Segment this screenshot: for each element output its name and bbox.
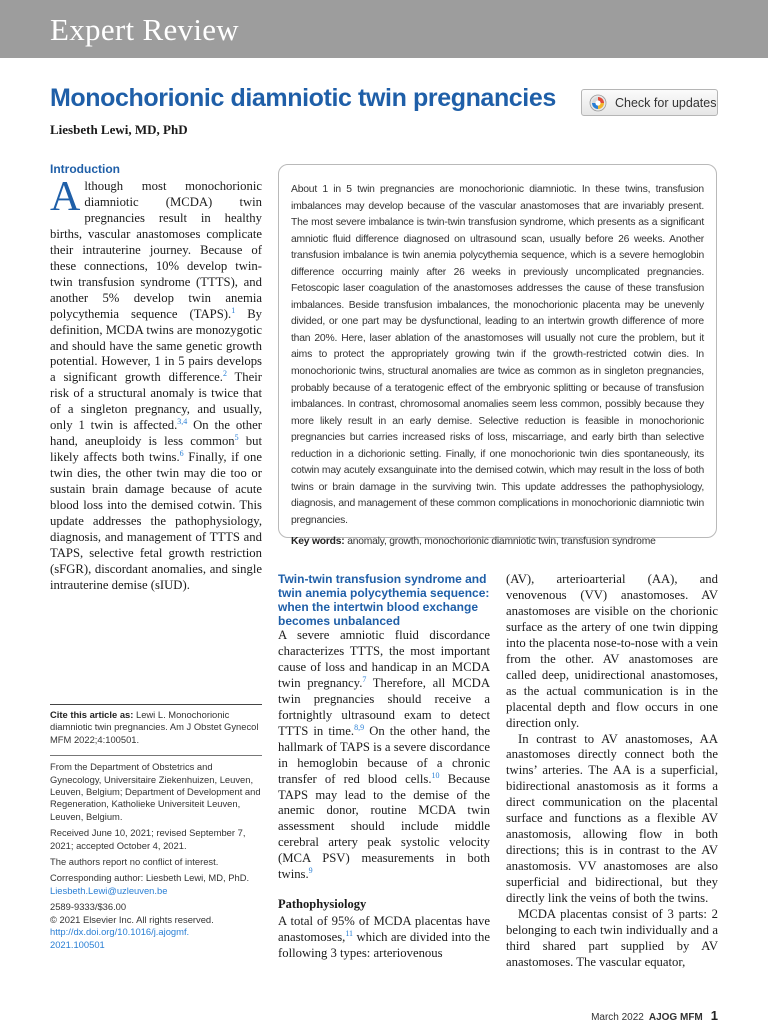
intro-text: On the other hand, aneuploidy is less common	[50, 418, 262, 449]
doi-link[interactable]: http://dx.doi.org/10.1016/j.ajogmf.2021.100501	[50, 926, 190, 950]
introduction-heading: Introduction	[50, 162, 120, 176]
ref-link[interactable]: 7	[362, 674, 367, 684]
corresponding-text: Corresponding author: Liesbeth Lewi, MD, PhD.	[50, 872, 250, 884]
ref-link[interactable]: 1	[231, 305, 236, 315]
affiliation: From the Department of Obstetrics and Gynecology, Universitaire Ziekenhuizen, Leuven, Leuven, Belgium; Department of Development and Regeneration, Katholieke Universiteit Leuven, Leuven, Belgium.	[50, 761, 261, 822]
anastomoses-paragraph-3: MCDA placentas consist of 3 parts: 2 belonging to each twin individually and a third shared part supplied by AV anastomoses. The vascular equator,	[506, 907, 718, 969]
banner-title: Expert Review	[50, 12, 239, 47]
ref-link[interactable]: 8,9	[354, 722, 365, 732]
email-link[interactable]: Liesbeth.Lewi@uzleuven.be	[50, 884, 168, 896]
cite-label: Cite this article as:	[50, 709, 134, 720]
divider	[50, 755, 262, 756]
anastomoses-paragraph-1: (AV), arterioarterial (AA), and venovenous (VV) anastomoses. AV anastomoses are visible on the chorionic surface as the artery of one twin dipping into the placenta nose-to-nose with a vein from the other. AV anastomoses are called deep, unidirectional anastomoses, as the actual communication is in the placental depth and flow occurs in one direction only.	[506, 572, 718, 730]
intro-text: lthough most monochorionic diamniotic (MCDA) twin pregnancies result in healthy births, vascular anastomoses complicate their intrauterine journey. Because of these connections, 10% develop twin-twin transfusion syndrome (TTTS), and another 5% develop twin anemia polycythemia sequence (TAPS).	[50, 179, 262, 321]
ref-link[interactable]: 11	[345, 928, 354, 938]
intro-text: but likely affects both twins.	[50, 434, 263, 465]
body-text: A total of 95% of MCDA placentas have anastomoses,	[278, 914, 490, 945]
copyright: © 2021 Elsevier Inc. All rights reserved.	[50, 913, 214, 925]
ref-link[interactable]: 9	[308, 866, 313, 876]
pathophysiology-heading: Pathophysiology	[278, 897, 367, 912]
introduction-body	[50, 174, 263, 594]
check-updates-icon	[589, 94, 607, 112]
intro-text: By definition, MCDA twins are monozygotic and should have the same genetic growth potential. However, 1 in 5 pairs develops a significant growth difference.	[50, 306, 262, 385]
ref-link[interactable]: 3,4	[177, 417, 188, 427]
ref-link[interactable]: 5	[234, 433, 239, 443]
section-heading-ttts: Twin-twin transfusion syndrome and twin anemia polycythemia sequence: when the intertwin blood exchange becomes unbalanced	[278, 572, 490, 628]
conflict-statement: The authors report no conflict of interest.	[50, 856, 219, 868]
issn: 2589-9333/$36.00	[50, 901, 127, 913]
keywords-list: anomaly, growth, monochorionic diamniotic twin, transfusion syndrome	[347, 536, 656, 548]
body-text: A severe amniotic fluid discordance characterizes TTTS, the most important cause of loss and handicap in an MCDA twin pregnancy.	[278, 628, 490, 690]
ref-link[interactable]: 10	[431, 770, 440, 780]
column-2	[278, 572, 490, 962]
keywords-label: Key words:	[291, 536, 345, 548]
abstract-text: About 1 in 5 twin pregnancies are monochorionic diamniotic. In these twins, transfusion imbalances may develop because of the vascular anastomoses that are invariably present. The most severe imbalance is twin-twin transfusion syndrome, which presents as a significant amniotic fluid difference diagnosed on ultrasound scan, usually before 26 weeks. Another transfusion imbalance is twin anemia polycythemia sequence, which is a severe hemoglobin difference occurring mainly after 26 weeks in previously uncomplicated pregnancies. Fetoscopic laser coagulation of the anastomoses addresses the cause of these transfusion imbalances. Beside transfusion imbalances, the monochorionic placenta may be unevenly divided, or one part may be dysfunctional, leading to an intertwin growth difference of more than 20%. Here, laser ablation of the anastomoses will usually not cure the problem, but it aims to protect the appropriately growing twin if the growth-restricted cotwin dies. In monochorionic twins, structural anomalies are twice as common as in singleton pregnancies, probably because of a teratogenic effect of the embryonic splitting or because of transfusion imbalances. In contrast, chromosomal anomalies seem less common, possibly because they more likely result in an early demise. Selective reduction is feasible in monochorionic pregnancies but carries increased risks of loss, miscarriage, and early birth than selective reduction in a dichorionic setting. Finally, if one monochorionic twin dies spontaneously, its cotwin may acutely exsanguinate into the demised cotwin, which may result in the loss of both twins or brain damage in the surviving twin. This update addresses the pathophysiology, diagnosis, and management of these common complications in monochorionic diamniotic twin pregnancies.	[291, 184, 704, 526]
footer-date: March 2022	[591, 1012, 644, 1023]
drop-cap: A	[50, 174, 81, 220]
keywords	[291, 536, 704, 547]
section-ttts-body	[278, 628, 490, 883]
cite-text: Lewi L. Monochorionic diamniotic twin pregnancies. Am J Obstet Gynecol MFM 2022;4:100501.	[50, 709, 259, 745]
page-footer	[591, 1008, 718, 1023]
intro-text: Their risk of a structural anomaly is twice that of a singleton pregnancy, and usually, only 1 twin is affected.	[50, 370, 262, 433]
corresponding-author	[50, 872, 262, 897]
ref-link[interactable]: 2	[222, 369, 227, 379]
abstract-box	[278, 164, 717, 548]
ref-link[interactable]: 6	[179, 448, 184, 458]
check-updates-label: Check for updates	[615, 95, 717, 110]
pathophysiology-body	[278, 914, 490, 962]
footer-journal: AJOG MFM	[648, 1012, 703, 1023]
article-title: Monochorionic diamniotic twin pregnancies	[50, 84, 556, 112]
body-text: which are divided into the following 3 types: arteriovenous	[278, 930, 490, 961]
body-text: Therefore, all MCDA twin pregnancies should receive a fortnightly ultrasound exam to detect TTTS in time.	[278, 675, 490, 738]
received-dates: Received June 10, 2021; revised September 7, 2021; accepted October 4, 2021.	[50, 827, 246, 851]
author-line: Liesbeth Lewi, MD, PhD	[50, 122, 188, 137]
body-text: Because TAPS may lead to the demise of the anemic donor, routine MCDA twin assessment should include middle cerebral artery peak systolic velocity (MCA PSV) measurements in both twins.	[278, 771, 490, 882]
citation	[50, 709, 262, 746]
divider	[50, 704, 262, 705]
anastomoses-paragraph-2: In contrast to AV anastomoses, AA anastomoses directly connect both the twins’ arteries. The AA is a superficial, bidirectional anastomosis as it forms a direct communication on the placental surface and functions as a flexible AV anastomosis, allowing flow in both directions; this is in contrast to the AV anastomosis. VV anastomoses are also superficial and bidirectional, but they directly link the veins of both the twins.	[506, 731, 718, 906]
check-for-updates-button[interactable]	[581, 89, 718, 116]
journal-banner	[0, 0, 768, 58]
body-text: On the other hand, the hallmark of TAPS is a severe discordance in hemoglobin because of a chronic transfer of red blood cells.	[278, 723, 490, 786]
intro-text: Finally, if one twin dies, the other twin may die too or sustain brain damage because of acute blood loss into the demised cotwin. This update addresses the pathophysiology, diagnosis, and management of TTTS and TAPS, selective fetal growth restriction (sFGR), discordant anomalies, and single intrauterine demise (sIUD).	[50, 450, 262, 592]
page-number: 1	[710, 1008, 718, 1023]
article-info-sidebar	[50, 704, 262, 955]
column-3	[506, 572, 718, 971]
